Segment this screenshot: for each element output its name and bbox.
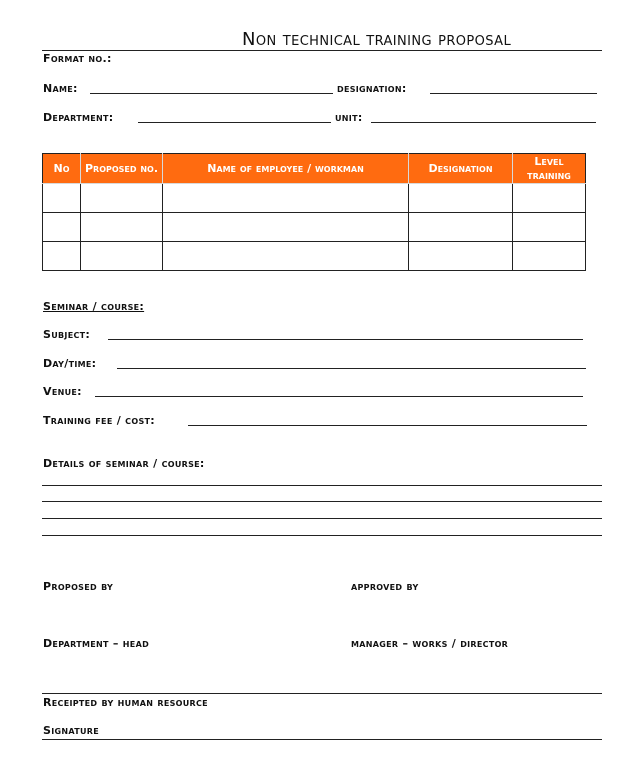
subject-field[interactable] — [108, 339, 583, 340]
table-cell[interactable] — [81, 213, 163, 242]
table-cell[interactable] — [81, 184, 163, 213]
approved-by-label: approved by — [351, 580, 419, 593]
designation-label: designation: — [337, 82, 407, 95]
details-line-2[interactable] — [42, 501, 602, 502]
designation-field[interactable] — [430, 93, 597, 94]
training-fee-label: Training fee / cost: — [43, 414, 155, 427]
form-title: Non technical training proposal — [242, 29, 512, 50]
header-proposed-no: Proposed no. — [81, 154, 163, 184]
employee-table — [42, 153, 586, 271]
table-cell[interactable] — [409, 213, 513, 242]
venue-field[interactable] — [95, 396, 583, 397]
header-level-training: Level training — [513, 154, 586, 184]
table-cell[interactable] — [409, 242, 513, 271]
table-cell[interactable] — [43, 242, 81, 271]
manager-label: manager – works / director — [351, 637, 509, 650]
receipt-rule — [42, 693, 602, 694]
department-head-label: Department – head — [43, 637, 150, 650]
name-label: Name: — [43, 82, 78, 95]
department-field[interactable] — [138, 122, 331, 123]
name-field[interactable] — [90, 93, 333, 94]
table-row — [43, 242, 586, 271]
format-no-label: Format no.: — [43, 52, 112, 65]
signature-rule[interactable] — [42, 739, 602, 740]
header-employee-name: Name of employee / workman — [163, 154, 409, 184]
training-fee-field[interactable] — [188, 425, 587, 426]
table-header-row — [43, 154, 586, 184]
day-time-label: Day/time: — [43, 357, 97, 370]
subject-label: Subject: — [43, 328, 91, 341]
table-cell[interactable] — [43, 184, 81, 213]
details-label: Details of seminar / course: — [43, 457, 205, 470]
receipted-by-label: Receipted by human resource — [43, 696, 208, 709]
title-rule — [42, 50, 602, 51]
venue-label: Venue: — [43, 385, 82, 398]
table-cell[interactable] — [409, 184, 513, 213]
unit-field[interactable] — [371, 122, 596, 123]
table-cell[interactable] — [163, 242, 409, 271]
details-line-4[interactable] — [42, 535, 602, 536]
header-no: No — [43, 154, 81, 184]
proposed-by-label: Proposed by — [43, 580, 114, 593]
table-cell[interactable] — [81, 242, 163, 271]
table-cell[interactable] — [513, 213, 586, 242]
unit-label: unit: — [335, 111, 363, 124]
table-row — [43, 184, 586, 213]
table-row — [43, 213, 586, 242]
day-time-field[interactable] — [117, 368, 586, 369]
table-cell[interactable] — [163, 213, 409, 242]
details-line-3[interactable] — [42, 518, 602, 519]
department-label: Department: — [43, 111, 114, 124]
seminar-heading: Seminar / course: — [43, 300, 145, 313]
signature-label: Signature — [43, 724, 100, 737]
details-line-1[interactable] — [42, 485, 602, 486]
table-cell[interactable] — [43, 213, 81, 242]
table-cell[interactable] — [163, 184, 409, 213]
table-cell[interactable] — [513, 184, 586, 213]
header-designation: Designation — [409, 154, 513, 184]
table-cell[interactable] — [513, 242, 586, 271]
